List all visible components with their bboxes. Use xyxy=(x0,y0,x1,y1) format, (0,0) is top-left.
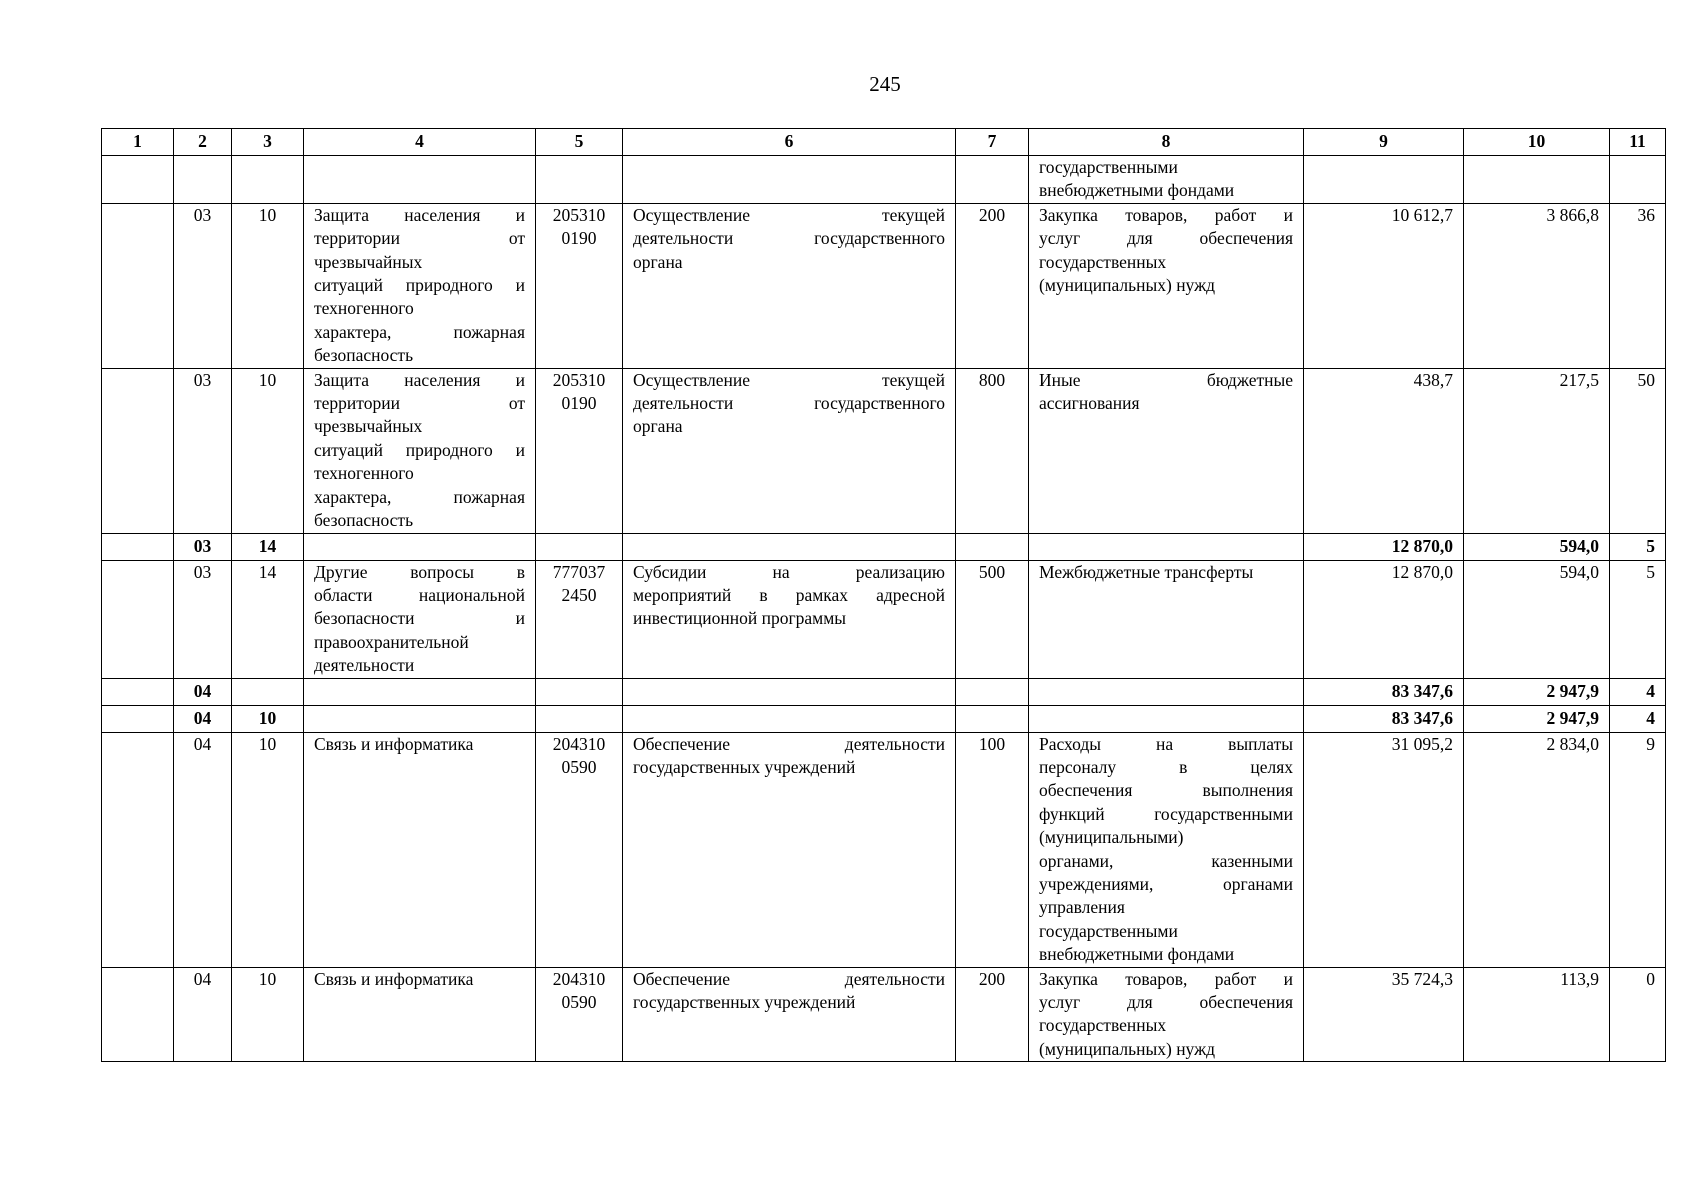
column-header-9: 9 xyxy=(1304,129,1464,156)
cell-line: 2450 xyxy=(561,584,597,605)
article-name-cell xyxy=(623,533,956,560)
subsection-cell: 10 xyxy=(232,732,304,967)
row-index-cell xyxy=(102,732,174,967)
table-row xyxy=(102,560,1666,678)
table-row xyxy=(102,732,1666,967)
amount2-cell: 3 866,8 xyxy=(1464,203,1610,368)
row-index-cell xyxy=(102,203,174,368)
section-cell: 04 xyxy=(174,967,232,1062)
section-cell: 03 xyxy=(174,560,232,678)
row-index-cell xyxy=(102,678,174,705)
expense-type-cell: 500 xyxy=(956,560,1029,678)
amount-cell: 83 347,6 xyxy=(1304,678,1464,705)
amount2-cell: 2 947,9 xyxy=(1464,705,1610,732)
amount2-cell xyxy=(1464,156,1610,204)
amount2-cell: 2 947,9 xyxy=(1464,678,1610,705)
amount-cell: 10 612,7 xyxy=(1304,203,1464,368)
expense-type-cell: 100 xyxy=(956,732,1029,967)
amount2-cell: 113,9 xyxy=(1464,967,1610,1062)
section-name-cell xyxy=(304,156,536,204)
cell-line: внебюджетными фондами xyxy=(1039,944,1235,965)
section-name-cell xyxy=(304,560,536,678)
amount-cell: 31 095,2 xyxy=(1304,732,1464,967)
article-name-cell xyxy=(623,705,956,732)
percent-cell: 5 xyxy=(1610,560,1666,678)
percent-cell xyxy=(1610,156,1666,204)
target-article-cell xyxy=(536,678,623,705)
section-cell: 03 xyxy=(174,533,232,560)
subsection-cell: 10 xyxy=(232,705,304,732)
target-article-cell xyxy=(536,203,623,368)
cell-line: Другие вопросы в xyxy=(314,561,525,582)
cell-line: государственными xyxy=(1039,920,1178,941)
subsection-cell xyxy=(232,156,304,204)
amount2-cell: 2 834,0 xyxy=(1464,732,1610,967)
cell-line: 0190 xyxy=(561,393,597,414)
amount-cell: 438,7 xyxy=(1304,368,1464,533)
cell-line: внебюджетными фондами xyxy=(1039,180,1235,201)
cell-line: ситуаций природного и xyxy=(314,439,525,460)
cell-line: правоохранительной xyxy=(314,631,469,652)
cell-line: государственных xyxy=(1039,1015,1167,1036)
row-index-cell xyxy=(102,156,174,204)
subsection-cell: 10 xyxy=(232,368,304,533)
cell-line: 205310 xyxy=(552,204,606,225)
cell-line: инвестиционной программы xyxy=(633,608,847,629)
article-name-cell xyxy=(623,368,956,533)
expense-type-cell: 200 xyxy=(956,967,1029,1062)
header-row xyxy=(102,129,1666,156)
subsection-cell: 14 xyxy=(232,533,304,560)
percent-cell: 4 xyxy=(1610,678,1666,705)
expense-type-cell xyxy=(956,533,1029,560)
target-article-cell xyxy=(536,533,623,560)
column-header-6: 6 xyxy=(623,129,956,156)
cell-line: органа xyxy=(633,416,683,437)
column-header-3: 3 xyxy=(232,129,304,156)
expense-name-cell xyxy=(1029,705,1304,732)
percent-cell: 9 xyxy=(1610,732,1666,967)
expense-type-cell: 800 xyxy=(956,368,1029,533)
expense-name-cell xyxy=(1029,368,1304,533)
cell-line: 204310 xyxy=(552,733,606,754)
amount2-cell: 594,0 xyxy=(1464,533,1610,560)
target-article-cell xyxy=(536,560,623,678)
cell-line: услуг для обеспечения xyxy=(1039,992,1293,1012)
cell-line: деятельности xyxy=(314,655,415,676)
article-name-cell xyxy=(623,967,956,1062)
cell-line: области национальной xyxy=(314,584,525,605)
cell-line: учреждениями, органами xyxy=(1039,873,1293,894)
amount-cell: 83 347,6 xyxy=(1304,705,1464,732)
cell-line: государственных учреждений xyxy=(633,756,856,777)
percent-cell: 36 xyxy=(1610,203,1666,368)
cell-line: техногенного xyxy=(314,298,414,319)
row-index-cell xyxy=(102,533,174,560)
column-header-4: 4 xyxy=(304,129,536,156)
subsection-cell xyxy=(232,678,304,705)
cell-line: Защита населения и xyxy=(314,369,525,390)
page-number: 245 xyxy=(869,72,901,96)
section-name-cell xyxy=(304,203,536,368)
table-row xyxy=(102,368,1666,533)
cell-line: Закупка товаров, работ и xyxy=(1039,968,1293,989)
expense-name-cell xyxy=(1029,156,1304,204)
section-name-cell xyxy=(304,967,536,1062)
expense-name-cell xyxy=(1029,967,1304,1062)
amount-cell: 12 870,0 xyxy=(1304,533,1464,560)
section-cell: 04 xyxy=(174,705,232,732)
cell-line: Межбюджетные трансферты xyxy=(1039,561,1254,582)
column-header-1: 1 xyxy=(102,129,174,156)
subsection-cell: 14 xyxy=(232,560,304,678)
section-cell: 03 xyxy=(174,368,232,533)
table-row xyxy=(102,203,1666,368)
target-article-cell xyxy=(536,705,623,732)
cell-line: государственными xyxy=(1039,157,1178,177)
amount-cell: 35 724,3 xyxy=(1304,967,1464,1062)
cell-line: 777037 xyxy=(552,561,606,582)
cell-line: услуг для обеспечения xyxy=(1039,228,1293,249)
article-name-cell xyxy=(623,732,956,967)
expense-type-cell: 200 xyxy=(956,203,1029,368)
section-name-cell xyxy=(304,368,536,533)
cell-line: 0190 xyxy=(561,228,597,249)
section-cell: 04 xyxy=(174,732,232,967)
cell-line: чрезвычайных xyxy=(314,416,423,437)
percent-cell: 5 xyxy=(1610,533,1666,560)
cell-line: Защита населения и xyxy=(314,204,525,225)
subtotal-row xyxy=(102,533,1666,560)
cell-line: характера, пожарная xyxy=(314,486,525,507)
cell-line: мероприятий в рамках адресной xyxy=(633,584,945,605)
cell-line: ситуаций природного и xyxy=(314,275,525,296)
cell-line: территории от xyxy=(314,393,525,414)
article-name-cell xyxy=(623,560,956,678)
cell-line: ассигнования xyxy=(1039,393,1140,414)
section-cell: 03 xyxy=(174,203,232,368)
expense-name-cell xyxy=(1029,533,1304,560)
cell-line: персоналу в целях xyxy=(1039,756,1293,777)
cell-line: органа xyxy=(633,251,683,272)
cell-line: Обеспечение деятельности xyxy=(633,968,945,989)
cell-line: государственных учреждений xyxy=(633,992,856,1012)
article-name-cell xyxy=(623,203,956,368)
column-header-2: 2 xyxy=(174,129,232,156)
expense-name-cell xyxy=(1029,678,1304,705)
cell-line: территории от xyxy=(314,228,525,249)
target-article-cell xyxy=(536,368,623,533)
cell-line: 204310 xyxy=(552,968,606,989)
budget-table xyxy=(101,128,1666,1062)
subtotal-row xyxy=(102,678,1666,705)
cell-line: функций государственными xyxy=(1039,803,1293,824)
column-header-5: 5 xyxy=(536,129,623,156)
expense-name-cell xyxy=(1029,732,1304,967)
section-name-cell xyxy=(304,533,536,560)
amount2-cell: 217,5 xyxy=(1464,368,1610,533)
cell-line: Закупка товаров, работ и xyxy=(1039,204,1293,225)
cell-line: управления xyxy=(1039,897,1125,918)
cell-line: Осуществление текущей xyxy=(633,204,945,225)
cell-line: Осуществление текущей xyxy=(633,369,945,390)
row-index-cell xyxy=(102,560,174,678)
section-name-cell xyxy=(304,678,536,705)
column-header-8: 8 xyxy=(1029,129,1304,156)
row-index-cell xyxy=(102,368,174,533)
cell-line: обеспечения выполнения xyxy=(1039,780,1293,801)
column-header-11: 11 xyxy=(1610,129,1666,156)
cell-line: (муниципальных) нужд xyxy=(1039,1038,1216,1059)
target-article-cell xyxy=(536,732,623,967)
target-article-cell xyxy=(536,156,623,204)
amount-cell xyxy=(1304,156,1464,204)
cell-line: Иные бюджетные xyxy=(1039,369,1293,390)
article-name-cell xyxy=(623,678,956,705)
cell-line: чрезвычайных xyxy=(314,251,423,272)
cell-line: Обеспечение деятельности xyxy=(633,733,945,754)
section-cell: 04 xyxy=(174,678,232,705)
subtotal-row xyxy=(102,705,1666,732)
cell-line: деятельности государственного xyxy=(633,228,945,249)
cell-line: Связь и информатика xyxy=(314,733,474,754)
expense-type-cell xyxy=(956,678,1029,705)
expense-name-cell xyxy=(1029,560,1304,678)
expense-name-cell xyxy=(1029,203,1304,368)
table-row xyxy=(102,967,1666,1062)
section-name-cell xyxy=(304,732,536,967)
amount2-cell: 594,0 xyxy=(1464,560,1610,678)
cell-line: (муниципальных) нужд xyxy=(1039,275,1216,296)
cell-line: безопасность xyxy=(314,345,414,366)
subsection-cell: 10 xyxy=(232,203,304,368)
subsection-cell: 10 xyxy=(232,967,304,1062)
cell-line: 0590 xyxy=(561,992,597,1012)
cell-line: Субсидии на реализацию xyxy=(633,561,945,582)
cell-line: техногенного xyxy=(314,463,414,484)
cell-line: деятельности государственного xyxy=(633,393,945,414)
percent-cell: 4 xyxy=(1610,705,1666,732)
cell-line: государственных xyxy=(1039,251,1167,272)
cell-line: характера, пожарная xyxy=(314,321,525,342)
cell-line: Связь и информатика xyxy=(314,968,474,989)
cell-line: безопасности и xyxy=(314,608,525,629)
row-index-cell xyxy=(102,705,174,732)
cell-line: безопасность xyxy=(314,510,414,531)
amount-cell: 12 870,0 xyxy=(1304,560,1464,678)
section-name-cell xyxy=(304,705,536,732)
cell-line: органами, казенными xyxy=(1039,850,1293,871)
percent-cell: 0 xyxy=(1610,967,1666,1062)
column-header-7: 7 xyxy=(956,129,1029,156)
expense-type-cell xyxy=(956,156,1029,204)
table-row xyxy=(102,156,1666,204)
cell-line: 0590 xyxy=(561,756,597,777)
expense-type-cell xyxy=(956,705,1029,732)
section-cell xyxy=(174,156,232,204)
column-header-10: 10 xyxy=(1464,129,1610,156)
article-name-cell xyxy=(623,156,956,204)
row-index-cell xyxy=(102,967,174,1062)
cell-line: (муниципальными) xyxy=(1039,827,1184,848)
target-article-cell xyxy=(536,967,623,1062)
table-body xyxy=(102,156,1666,1062)
percent-cell: 50 xyxy=(1610,368,1666,533)
cell-line: Расходы на выплаты xyxy=(1039,733,1293,754)
cell-line: 205310 xyxy=(552,369,606,390)
